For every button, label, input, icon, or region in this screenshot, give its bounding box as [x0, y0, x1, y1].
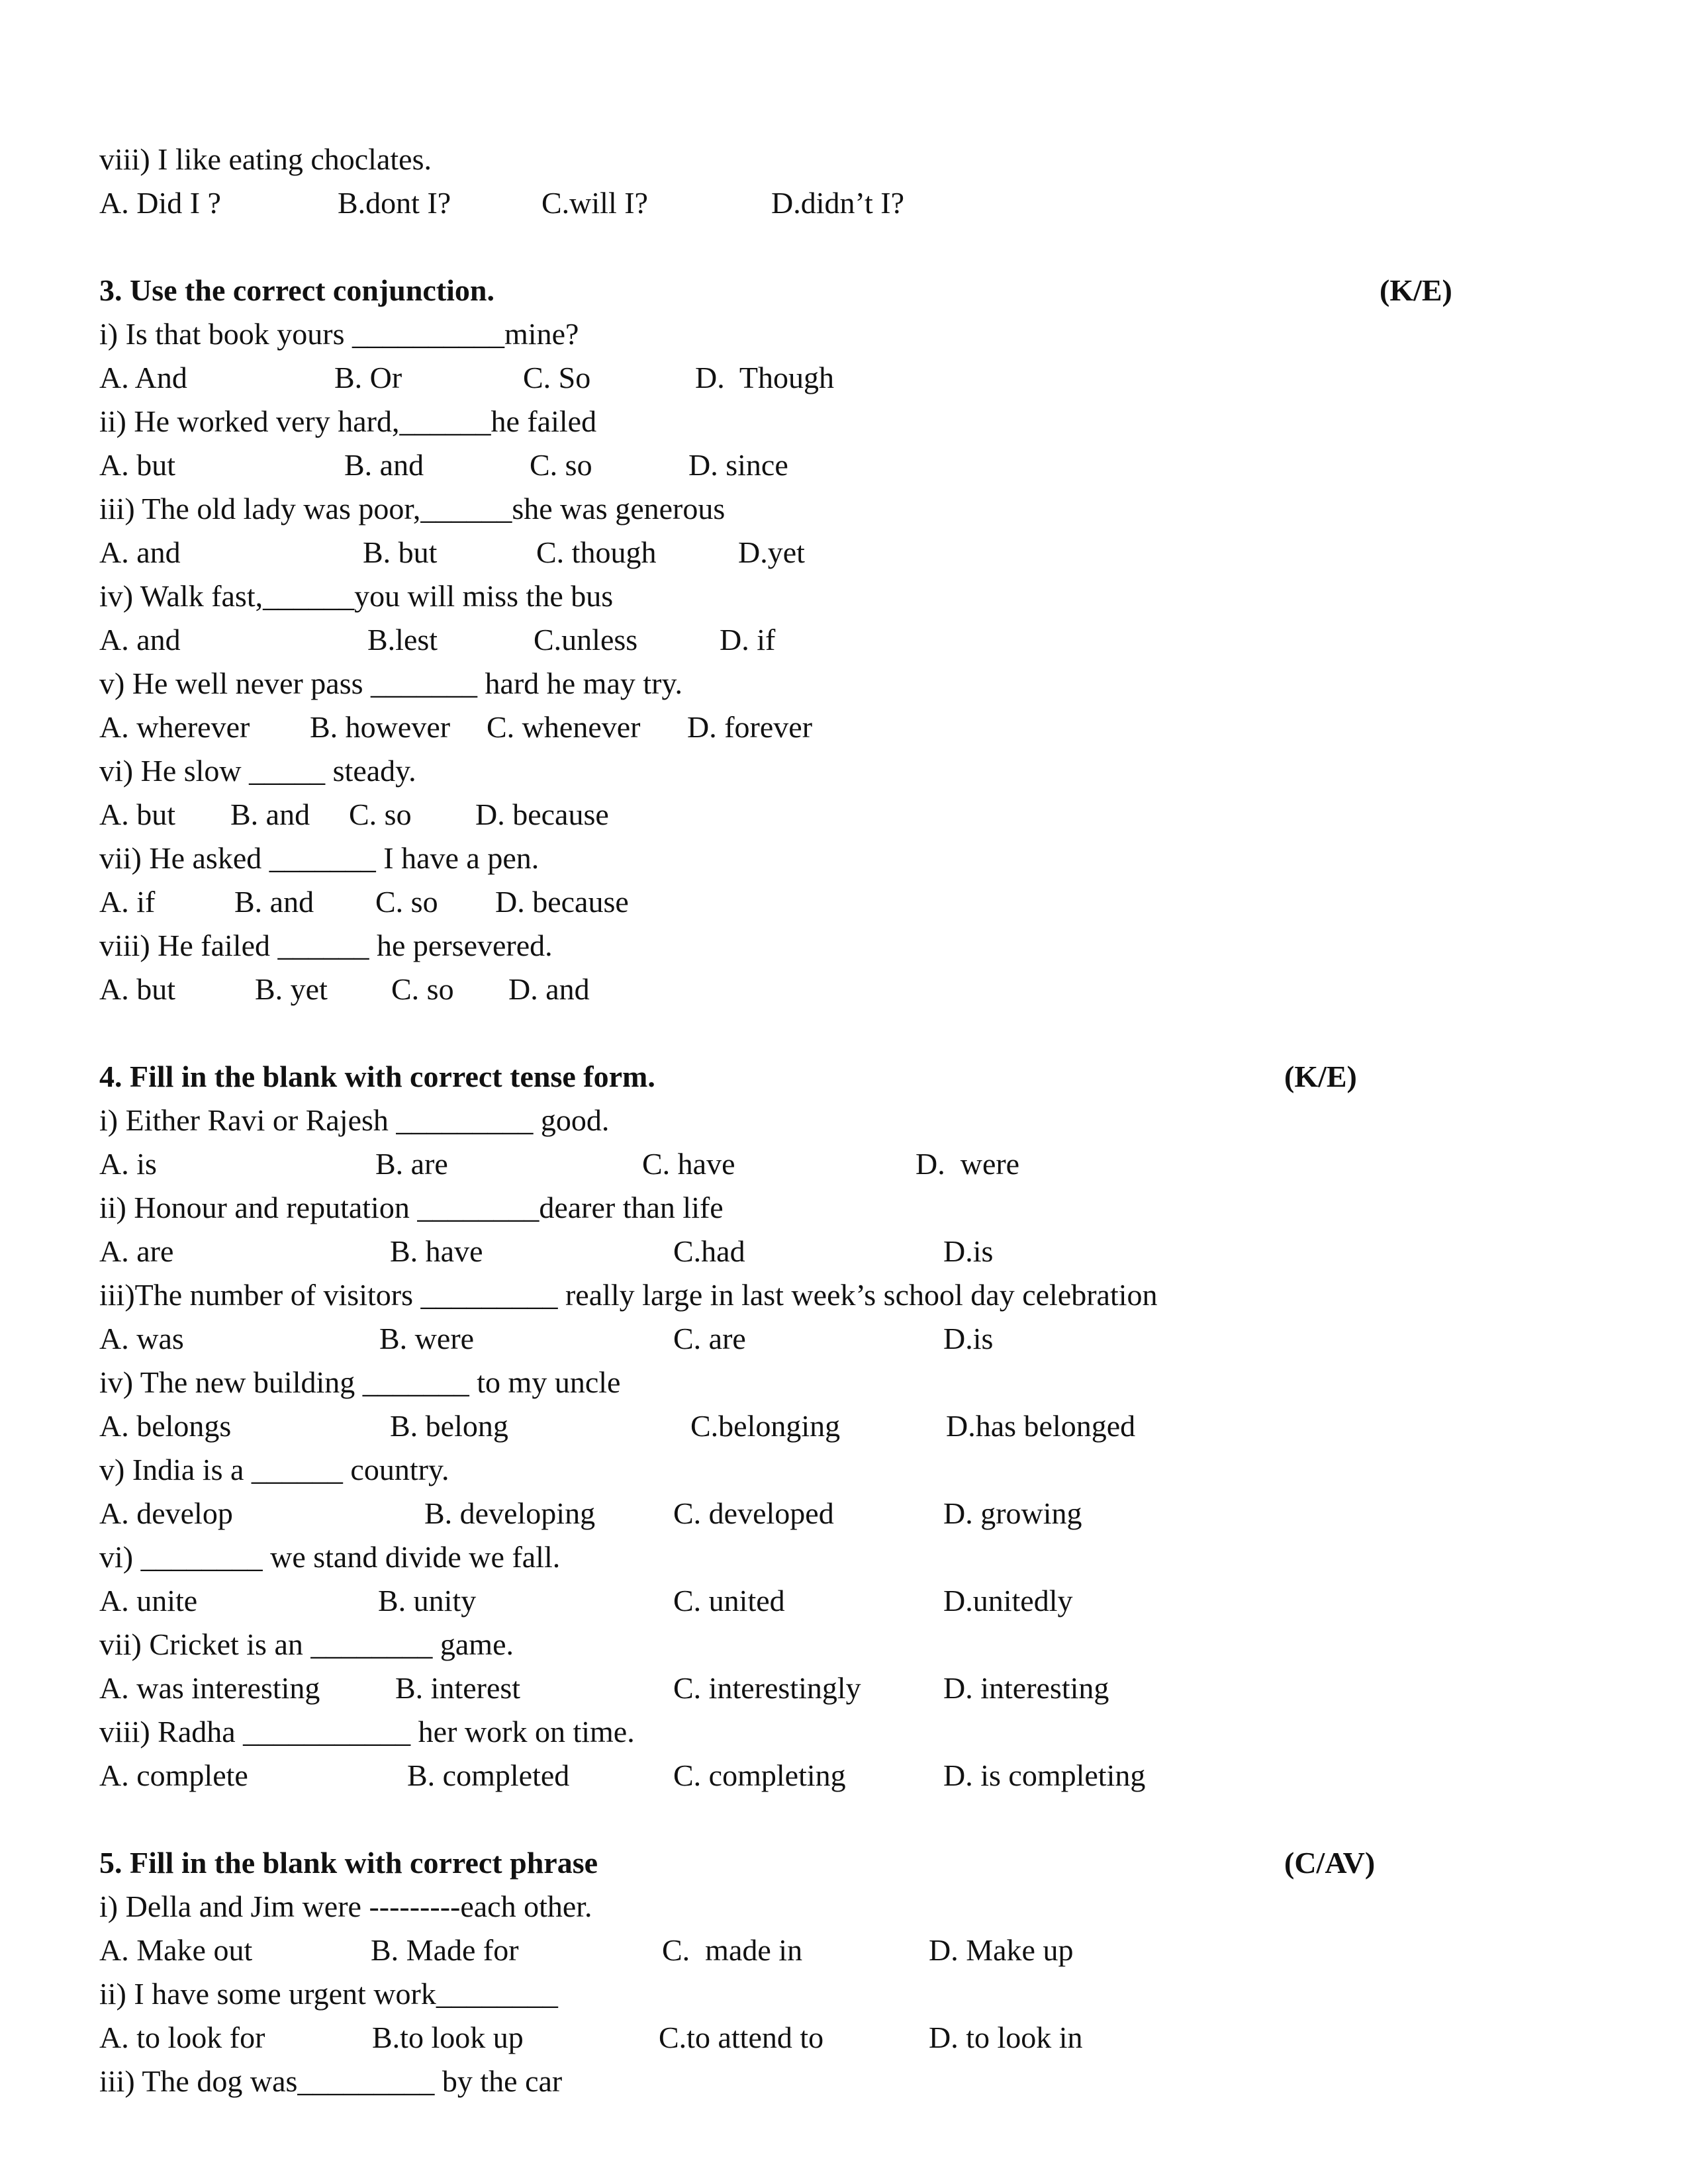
option-a: A. And — [99, 361, 187, 394]
option-a: A. Make out — [99, 1933, 253, 1967]
option-a: A. was — [99, 1322, 184, 1355]
question-text: vi) ________ we stand divide we fall. — [99, 1540, 561, 1574]
option-b: B. were — [379, 1322, 475, 1355]
question-text: iii)The number of visitors _________ really large in last week’s school day celebration — [99, 1278, 1158, 1312]
option-c: C.belonging — [690, 1409, 841, 1443]
question-text: ii) Honour and reputation ________dearer than life — [99, 1191, 724, 1224]
option-d: D.is — [943, 1234, 994, 1268]
option-c: C. developed — [673, 1496, 834, 1530]
question-text: ii) I have some urgent work________ — [99, 1977, 558, 2011]
option-b: B.lest — [367, 623, 438, 657]
option-c: C.will I? — [541, 186, 648, 220]
option-c: C. united — [673, 1584, 785, 1617]
option-d: D. is completing — [943, 1758, 1146, 1792]
option-a: A. belongs — [99, 1409, 232, 1443]
section-5-tag: (C/AV) — [1284, 1846, 1376, 1880]
option-c: C. are — [673, 1322, 746, 1355]
option-a: A. and — [99, 623, 181, 657]
option-b: B.to look up — [372, 2021, 524, 2054]
option-b: B. belong — [390, 1409, 508, 1443]
option-c: C. interestingly — [673, 1671, 861, 1705]
option-a: A. are — [99, 1234, 174, 1268]
option-d: D. because — [495, 885, 629, 919]
option-a: A. was interesting — [99, 1671, 320, 1705]
option-d: D. because — [475, 797, 609, 831]
question-text: iv) Walk fast,______you will miss the bus — [99, 579, 614, 613]
option-a: A. but — [99, 797, 175, 831]
question-text: v) He well never pass _______ hard he may try. — [99, 666, 682, 700]
option-d: D. Make up — [929, 1933, 1074, 1967]
option-c: C. so — [349, 797, 412, 831]
question-text: i) Is that book yours __________mine? — [99, 317, 579, 351]
option-c: C. so — [375, 885, 438, 919]
question-text: iv) The new building _______ to my uncle — [99, 1365, 621, 1399]
option-d: D. Though — [695, 361, 834, 394]
option-c: C.unless — [534, 623, 638, 657]
option-a: A. complete — [99, 1758, 248, 1792]
option-a: A. wherever — [99, 710, 250, 744]
question-text: viii) I like eating choclates. — [99, 142, 432, 176]
option-b: B.dont I? — [338, 186, 451, 220]
option-a: A. and — [99, 535, 181, 569]
option-d: D.didn’t I? — [771, 186, 905, 220]
question-text: iii) The old lady was poor,______she was generous — [99, 492, 726, 525]
question-text: iii) The dog was_________ by the car — [99, 2064, 563, 2098]
option-b: B. however — [310, 710, 451, 744]
option-c: C. whenever — [487, 710, 641, 744]
option-d: D. interesting — [943, 1671, 1109, 1705]
option-a: A. Did I ? — [99, 186, 221, 220]
option-d: D. to look in — [929, 2021, 1083, 2054]
option-d: D. growing — [943, 1496, 1082, 1530]
option-b: B. but — [363, 535, 438, 569]
option-c: C. So — [523, 361, 591, 394]
option-b: B. have — [390, 1234, 483, 1268]
section-4-heading: 4. Fill in the blank with correct tense form. — [99, 1060, 655, 1093]
option-d: D. and — [508, 972, 590, 1006]
option-c: C.to attend to — [659, 2021, 824, 2054]
option-c: C. completing — [673, 1758, 846, 1792]
option-d: D. were — [915, 1147, 1020, 1181]
option-c: C.had — [673, 1234, 745, 1268]
option-b: B. and — [344, 448, 424, 482]
option-d: D.is — [943, 1322, 994, 1355]
option-b: B. developing — [424, 1496, 596, 1530]
option-a: A. but — [99, 448, 175, 482]
option-d: D. since — [688, 448, 788, 482]
option-a: A. develop — [99, 1496, 233, 1530]
question-text: i) Della and Jim were ---------each other. — [99, 1889, 592, 1923]
question-text: i) Either Ravi or Rajesh _________ good. — [99, 1103, 610, 1137]
section-3-heading: 3. Use the correct conjunction. — [99, 273, 495, 307]
option-d: D.yet — [738, 535, 805, 569]
option-a: A. to look for — [99, 2021, 265, 2054]
question-text: ii) He worked very hard,______he failed — [99, 404, 597, 438]
option-b: B. yet — [255, 972, 328, 1006]
section-5-heading: 5. Fill in the blank with correct phrase — [99, 1846, 598, 1880]
option-a: A. unite — [99, 1584, 198, 1617]
option-c: C. made in — [662, 1933, 803, 1967]
option-a: A. is — [99, 1147, 157, 1181]
option-d: D.has belonged — [946, 1409, 1136, 1443]
option-b: B. completed — [407, 1758, 570, 1792]
question-text: vi) He slow _____ steady. — [99, 754, 416, 788]
question-text: vii) Cricket is an ________ game. — [99, 1627, 514, 1661]
option-b: B. are — [375, 1147, 448, 1181]
question-text: viii) Radha ___________ her work on time. — [99, 1715, 635, 1749]
question-text: v) India is a ______ country. — [99, 1453, 449, 1486]
option-b: B. unity — [378, 1584, 477, 1617]
option-c: C. though — [536, 535, 657, 569]
option-b: B. Or — [334, 361, 402, 394]
option-c: C. have — [642, 1147, 735, 1181]
question-text: viii) He failed ______ he persevered. — [99, 929, 553, 962]
option-b: B. and — [230, 797, 310, 831]
option-a: A. if — [99, 885, 156, 919]
option-c: C. so — [391, 972, 454, 1006]
option-b: B. interest — [395, 1671, 521, 1705]
option-d: D. forever — [687, 710, 813, 744]
option-d: D. if — [720, 623, 776, 657]
option-b: B. and — [234, 885, 314, 919]
option-d: D.unitedly — [943, 1584, 1073, 1617]
section-4-tag: (K/E) — [1284, 1060, 1357, 1093]
option-a: A. but — [99, 972, 175, 1006]
question-text: vii) He asked _______ I have a pen. — [99, 841, 539, 875]
option-b: B. Made for — [371, 1933, 519, 1967]
option-c: C. so — [530, 448, 592, 482]
section-3-tag: (K/E) — [1380, 273, 1452, 307]
